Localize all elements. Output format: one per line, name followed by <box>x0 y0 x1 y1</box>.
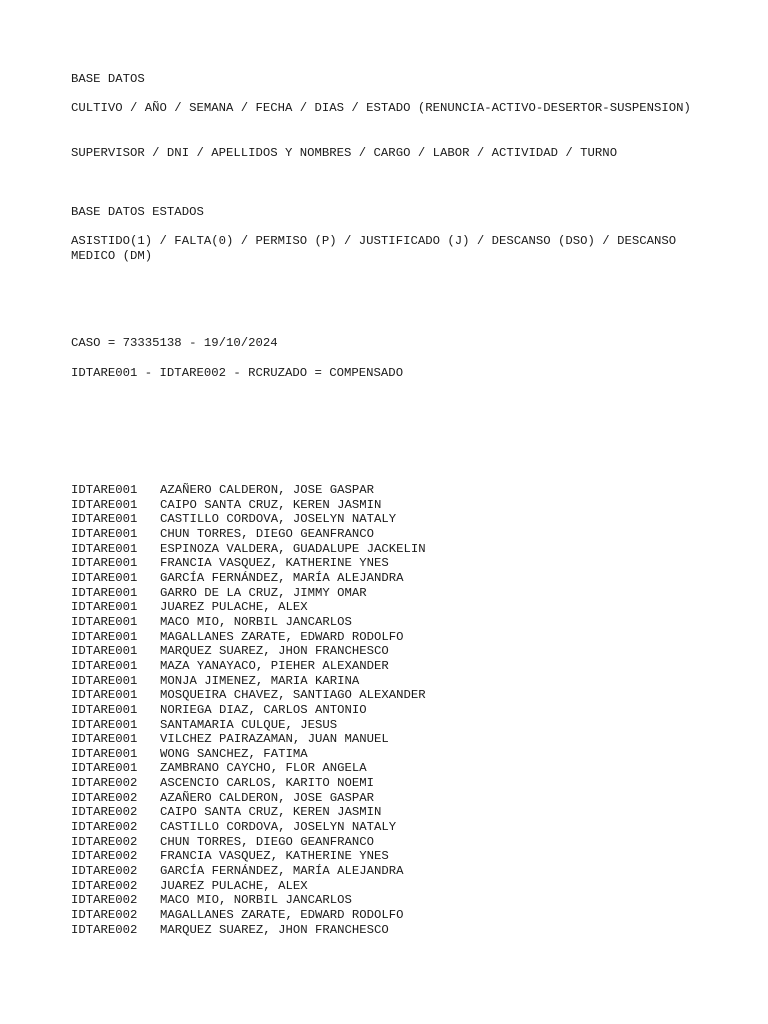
roster-name: MAGALLANES ZARATE, EDWARD RODOLFO <box>160 629 404 644</box>
roster-row <box>71 732 426 747</box>
roster-code: IDTARE001 <box>71 746 138 761</box>
roster-name: CAIPO SANTA CRUZ, KEREN JASMIN <box>160 805 382 820</box>
roster-list <box>71 483 426 937</box>
roster-code: IDTARE001 <box>71 732 138 747</box>
roster-name: CASTILLO CORDOVA, JOSELYN NATALY <box>160 512 397 527</box>
roster-row <box>71 483 426 498</box>
roster-code: IDTARE001 <box>71 688 138 703</box>
roster-code: IDTARE002 <box>71 893 138 908</box>
roster-name: NORIEGA DIAZ, CARLOS ANTONIO <box>160 702 367 717</box>
roster-row <box>71 498 426 513</box>
roster-code: IDTARE001 <box>71 512 138 527</box>
roster-row <box>71 718 426 733</box>
roster-name: MAZA YANAYACO, PIEHER ALEXANDER <box>160 658 389 673</box>
roster-code: IDTARE001 <box>71 761 138 776</box>
roster-code: IDTARE002 <box>71 790 138 805</box>
roster-code: IDTARE002 <box>71 834 138 849</box>
roster-row <box>71 820 426 835</box>
roster-code: IDTARE001 <box>71 600 138 615</box>
estados-line: ASISTIDO(1) / FALTA(0) / PERMISO (P) / JUSTIFICADO (J) / DESCANSO (DSO) / DESCANSO MEDICO (DM) <box>71 234 677 263</box>
roster-code: IDTARE001 <box>71 541 138 556</box>
roster-name: CASTILLO CORDOVA, JOSELYN NATALY <box>160 820 397 835</box>
base-datos-personnel-line: SUPERVISOR / DNI / APELLIDOS Y NOMBRES / CARGO / LABOR / ACTIVIDAD / TURNO <box>71 146 618 160</box>
roster-code: IDTARE001 <box>71 673 138 688</box>
roster-row <box>71 674 426 689</box>
roster-code: IDTARE002 <box>71 878 138 893</box>
estados-title: BASE DATOS ESTADOS <box>71 205 204 219</box>
cruzado-line: IDTARE001 - IDTARE002 - RCRUZADO = COMPENSADO <box>71 366 404 380</box>
roster-code: IDTARE002 <box>71 820 138 835</box>
roster-code: IDTARE002 <box>71 922 138 937</box>
roster-row <box>71 923 426 938</box>
roster-row <box>71 600 426 615</box>
roster-name: MONJA JIMENEZ, MARIA KARINA <box>160 673 360 688</box>
roster-code: IDTARE001 <box>71 717 138 732</box>
roster-row <box>71 512 426 527</box>
roster-name: AZAÑERO CALDERON, JOSE GASPAR <box>160 483 375 497</box>
roster-row <box>71 688 426 703</box>
base-datos-title: BASE DATOS <box>71 72 145 86</box>
roster-name: GARRO DE LA CRUZ, JIMMY OMAR <box>160 585 367 600</box>
roster-code: IDTARE001 <box>71 702 138 717</box>
roster-name: ESPINOZA VALDERA, GUADALUPE JACKELIN <box>160 541 426 556</box>
roster-code: IDTARE001 <box>71 483 138 497</box>
roster-code: IDTARE001 <box>71 570 138 585</box>
roster-name: MARQUEZ SUAREZ, JHON FRANCHESCO <box>160 922 389 937</box>
roster-code: IDTARE002 <box>71 908 138 923</box>
roster-name: MAGALLANES ZARATE, EDWARD RODOLFO <box>160 908 404 923</box>
roster-code: IDTARE001 <box>71 497 138 512</box>
base-datos-fields-line: CULTIVO / AÑO / SEMANA / FECHA / DIAS / ESTADO (RENUNCIA-ACTIVO-DESERTOR-SUSPENSION) <box>71 101 691 115</box>
roster-name: ZAMBRANO CAYCHO, FLOR ANGELA <box>160 761 367 776</box>
roster-name: FRANCIA VASQUEZ, KATHERINE YNES <box>160 556 389 571</box>
roster-row <box>71 659 426 674</box>
roster-name: GARCÍA FERNÁNDEZ, MARÍA ALEJANDRA <box>160 864 404 879</box>
roster-code: IDTARE001 <box>71 614 138 629</box>
roster-row <box>71 615 426 630</box>
roster-row <box>71 644 426 659</box>
roster-row <box>71 556 426 571</box>
roster-code: IDTARE001 <box>71 644 138 659</box>
roster-name: CAIPO SANTA CRUZ, KEREN JASMIN <box>160 497 382 512</box>
roster-name: VILCHEZ PAIRAZAMAN, JUAN MANUEL <box>160 732 389 747</box>
roster-row <box>71 703 426 718</box>
roster-row <box>71 630 426 645</box>
roster-name: MOSQUEIRA CHAVEZ, SANTIAGO ALEXANDER <box>160 688 426 703</box>
roster-row <box>71 835 426 850</box>
roster-name: AZAÑERO CALDERON, JOSE GASPAR <box>160 790 375 805</box>
roster-row <box>71 527 426 542</box>
roster-name: MACO MIO, NORBIL JANCARLOS <box>160 893 352 908</box>
roster-name: JUAREZ PULACHE, ALEX <box>160 878 308 893</box>
roster-name: CHUN TORRES, DIEGO GEANFRANCO <box>160 834 375 849</box>
roster-row <box>71 776 426 791</box>
roster-code: IDTARE001 <box>71 658 138 673</box>
roster-code: IDTARE002 <box>71 849 138 864</box>
roster-row <box>71 571 426 586</box>
roster-row <box>71 791 426 806</box>
roster-row <box>71 879 426 894</box>
roster-row <box>71 761 426 776</box>
roster-code: IDTARE001 <box>71 585 138 600</box>
roster-code: IDTARE001 <box>71 629 138 644</box>
roster-name: WONG SANCHEZ, FATIMA <box>160 746 308 761</box>
roster-code: IDTARE002 <box>71 864 138 879</box>
roster-row <box>71 893 426 908</box>
roster-name: GARCÍA FERNÁNDEZ, MARÍA ALEJANDRA <box>160 570 404 585</box>
roster-code: IDTARE001 <box>71 556 138 571</box>
roster-name: SANTAMARIA CULQUE, JESUS <box>160 717 338 732</box>
roster-name: JUAREZ PULACHE, ALEX <box>160 600 308 615</box>
roster-name: FRANCIA VASQUEZ, KATHERINE YNES <box>160 849 389 864</box>
roster-row <box>71 542 426 557</box>
roster-name: MACO MIO, NORBIL JANCARLOS <box>160 614 352 629</box>
roster-row <box>71 849 426 864</box>
roster-name: CHUN TORRES, DIEGO GEANFRANCO <box>160 526 375 541</box>
roster-name: ASCENCIO CARLOS, KARITO NOEMI <box>160 776 375 791</box>
roster-row <box>71 586 426 601</box>
roster-name: MARQUEZ SUAREZ, JHON FRANCHESCO <box>160 644 389 659</box>
caso-line: CASO = 73335138 - 19/10/2024 <box>71 336 278 350</box>
roster-row <box>71 747 426 762</box>
roster-code: IDTARE002 <box>71 805 138 820</box>
roster-code: IDTARE002 <box>71 776 138 791</box>
roster-row <box>71 864 426 879</box>
roster-code: IDTARE001 <box>71 526 138 541</box>
roster-row <box>71 805 426 820</box>
roster-row <box>71 908 426 923</box>
